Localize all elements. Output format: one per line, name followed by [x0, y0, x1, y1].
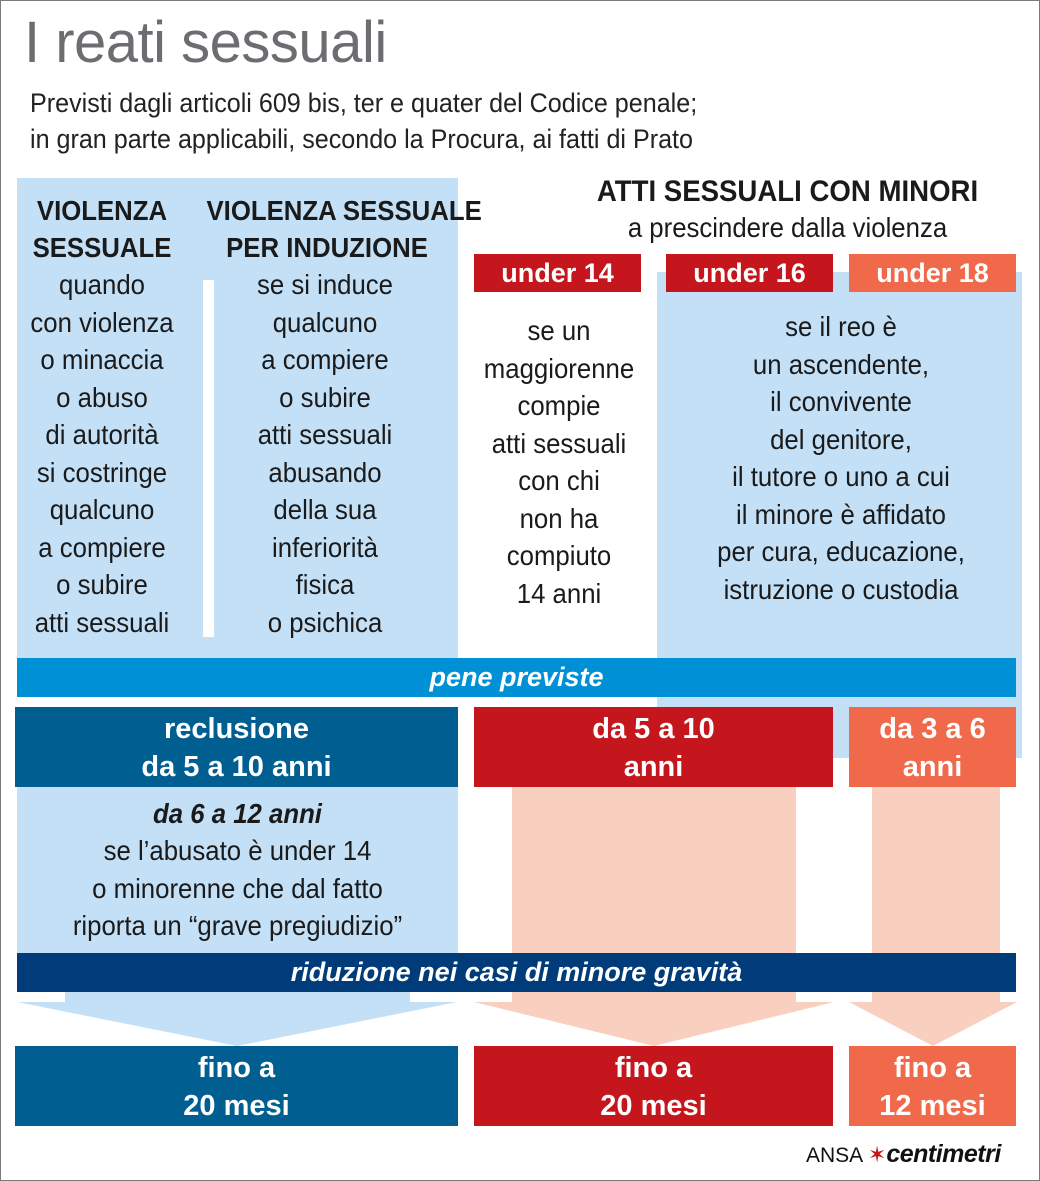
- penalty-line: fino a: [614, 1052, 693, 1084]
- text-line: della sua: [273, 494, 377, 525]
- heading-line: VIOLENZA: [36, 195, 168, 226]
- text-line: 14 anni: [516, 577, 602, 609]
- tag-under-14: under 14: [474, 254, 641, 292]
- text-line: il tutore o uno a cui: [732, 461, 950, 492]
- text-line: a compiere: [38, 531, 166, 563]
- subtitle-line-1: Previsti dagli articoli 609 bis, ter e quater del Codice penale;: [30, 88, 698, 118]
- text-line: o psichica: [267, 606, 383, 638]
- tag-under-18: under 18: [849, 254, 1016, 292]
- penalty-line: anni: [902, 751, 963, 783]
- text-line: o minaccia: [40, 344, 164, 375]
- arrow-shaft-violenza: [65, 992, 410, 1002]
- aggravante-definition: [35, 832, 441, 945]
- arrow-shaft-14-16: [512, 992, 796, 1002]
- heading-line: PER INDUZIONE: [226, 232, 428, 263]
- violenza-induzione-heading: [206, 192, 482, 266]
- text-line: compiuto: [506, 540, 612, 571]
- text-line: o minorenne che dal fatto: [92, 872, 383, 904]
- text-line: qualcuno: [49, 494, 155, 525]
- text-line: con chi: [518, 465, 600, 496]
- text-line: istruzione o custodia: [723, 573, 959, 605]
- text-line: compie: [517, 390, 601, 421]
- penalty-minori-18: [849, 707, 1016, 787]
- connector-14-16: [512, 787, 796, 953]
- penalty-line: da 5 a 10 anni: [141, 751, 332, 783]
- connector-18: [872, 787, 1000, 953]
- text-line: si costringe: [36, 456, 168, 488]
- reduced-minori-14-16: [474, 1046, 833, 1126]
- subtitle-line-2: in gran parte applicabili, secondo la Procura, ai fatti di Prato: [30, 124, 694, 154]
- heading-line: VIOLENZA SESSUALE: [206, 195, 482, 226]
- text-line: se l’abusato è under 14: [103, 835, 372, 866]
- text-line: il convivente: [770, 386, 912, 417]
- text-line: riporta un “grave pregiudizio”: [72, 910, 403, 941]
- text-line: maggiorenne: [483, 352, 635, 384]
- violenza-sessuale-definition: [24, 266, 180, 641]
- penalty-line: anni: [623, 751, 684, 783]
- text-line: un ascendente,: [752, 348, 930, 380]
- column-divider: [203, 280, 214, 637]
- penalty-line: fino a: [893, 1052, 972, 1084]
- text-line: o subire: [56, 569, 148, 600]
- text-line: o abuso: [56, 381, 148, 413]
- text-line: con violenza: [30, 306, 174, 338]
- minori-heading: ATTI SESSUALI CON MINORI: [596, 175, 979, 208]
- arrow-down-icon: [849, 1002, 1017, 1046]
- arrow-down-icon: [17, 1002, 457, 1046]
- text-line: non ha: [519, 502, 599, 534]
- penalty-line: 20 mesi: [183, 1090, 290, 1122]
- penalty-line: reclusione: [163, 713, 310, 745]
- tag-under-16: under 16: [666, 254, 833, 292]
- text-line: per cura, educazione,: [717, 536, 965, 567]
- text-line: atti sessuali: [491, 427, 627, 459]
- penalty-line: 20 mesi: [600, 1090, 707, 1122]
- brand-mark-icon: ✶: [867, 1142, 887, 1167]
- minori-subheading: a prescindere dalla violenza: [627, 212, 948, 243]
- text-line: quando: [59, 269, 145, 300]
- text-line: se un: [527, 315, 591, 346]
- aggravante-title: da 6 a 12 anni: [153, 798, 322, 829]
- heading-line: SESSUALE: [32, 232, 172, 263]
- text-line: di autorità: [45, 419, 159, 450]
- violenza-sessuale-heading: [24, 192, 180, 266]
- text-line: qualcuno: [272, 306, 378, 338]
- text-line: se il reo è: [785, 311, 897, 342]
- reduced-minori-18: [849, 1046, 1016, 1126]
- penalty-line: da 5 a 10: [592, 713, 715, 745]
- under-14-definition: [481, 312, 637, 612]
- text-line: a compiere: [261, 344, 389, 375]
- text-line: il minore è affidato: [735, 498, 947, 530]
- under-16-18-definition: [674, 308, 1007, 608]
- pene-previste-band: pene previste: [17, 658, 1016, 697]
- arrow-shaft-18: [872, 992, 1000, 1002]
- text-line: o subire: [279, 381, 371, 413]
- reduced-violenza: [15, 1046, 458, 1126]
- riduzione-band: riduzione nei casi di minore gravità: [17, 953, 1016, 992]
- penalty-line: da 3 a 6: [879, 713, 986, 745]
- penalty-violenza: [15, 707, 458, 787]
- text-line: atti sessuali: [34, 606, 170, 638]
- text-line: se si induce: [256, 269, 394, 300]
- ansa-centimetri-logo: [806, 1140, 1001, 1169]
- text-line: abusando: [268, 456, 382, 488]
- arrow-down-icon: [474, 1002, 834, 1046]
- agency-name: ANSA: [806, 1144, 863, 1167]
- text-line: del genitore,: [770, 423, 912, 455]
- page-title: I reati sessuali: [24, 10, 387, 75]
- brand-name: centimetri: [886, 1140, 1001, 1168]
- text-line: fisica: [295, 569, 355, 600]
- violenza-induzione-definition: [223, 266, 427, 641]
- penalty-line: fino a: [197, 1052, 276, 1084]
- text-line: inferiorità: [272, 531, 378, 563]
- penalty-minori-14-16: [474, 707, 833, 787]
- text-line: atti sessuali: [257, 419, 393, 450]
- penalty-line: 12 mesi: [879, 1090, 986, 1122]
